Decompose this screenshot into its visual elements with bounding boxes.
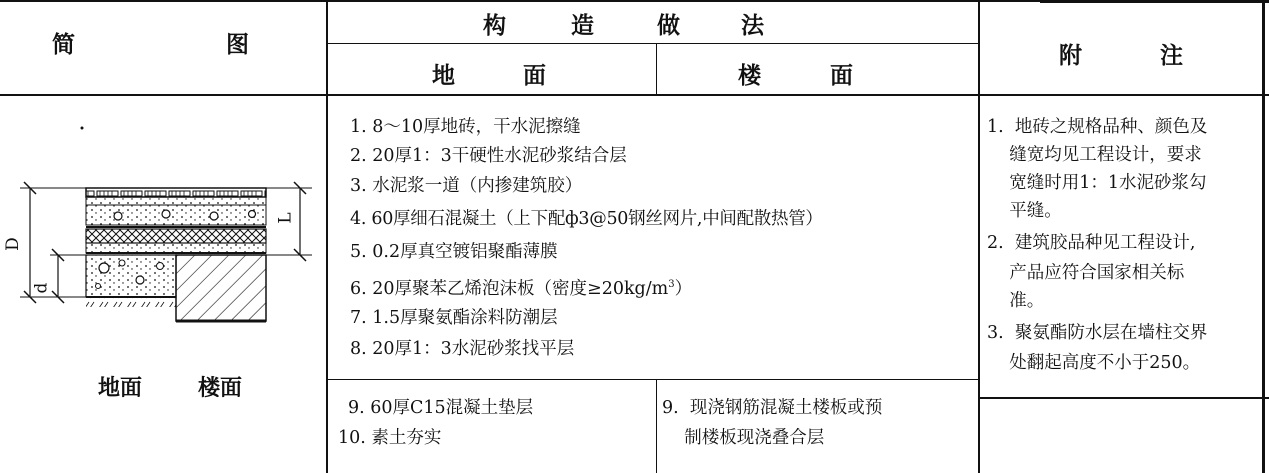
note-line: 宽缝时用1：1水泥砂浆勾 (987, 173, 1207, 193)
diagram-header-char-2: 图 (226, 32, 249, 58)
header-mid-divider (327, 43, 979, 44)
note-line: 处翻起高度不小于250。 (987, 353, 1201, 373)
notes-header-char-2: 注 (1160, 43, 1183, 69)
body-split-line (327, 379, 979, 380)
notes-top-accent (1040, 0, 1269, 3)
note-line: 1. 地砖之规格品种、颜色及 (987, 117, 1208, 137)
dimension-label-d: d (31, 282, 52, 294)
ground-layer-item: 10. 素土夯实 (338, 428, 442, 448)
construction-header-char-4: 法 (741, 13, 764, 39)
notes-panel (983, 116, 1262, 396)
layer-item: 2. 20厚1：3干硬性水泥砂浆结合层 (350, 146, 627, 166)
layer-6-text: 6. 20厚聚苯乙烯泡沫板（密度≥20kg/m (350, 278, 669, 299)
note-line: 3. 聚氨酯防水层在墙柱交界 (987, 323, 1208, 343)
layer-item-6 (350, 274, 692, 300)
layer-item: 8. 20厚1：3水泥砂浆找平层 (350, 339, 575, 359)
col-divider-3 (978, 0, 980, 473)
floor-header-char-1: 楼 (738, 63, 761, 89)
note-line: 缝宽均见工程设计，要求 (987, 145, 1202, 165)
col-divider-header-2 (656, 43, 657, 95)
caption-floor: 楼面 (198, 376, 243, 401)
layer-item: 4. 60厚细石混凝土（上下配ф3@50钢丝网片,中间配散热管） (350, 209, 823, 229)
floor-layer-item: 制楼板现浇叠合层 (662, 428, 825, 448)
notes-header-char-1: 附 (1059, 43, 1082, 69)
layer-item: 3. 水泥浆一道（内掺建筑胶） (350, 176, 583, 196)
dimension-label-D: D (2, 237, 23, 251)
ground-header-char-2: 面 (523, 63, 546, 89)
ground-layer-item: 9. 60厚C15混凝土垫层 (348, 398, 534, 418)
col-divider-1 (326, 0, 328, 473)
diagram-header-char-1: 简 (52, 32, 75, 58)
notes-bottom-line (979, 397, 1269, 399)
layer-6-superscript: 3 (668, 279, 675, 290)
caption-ground: 地面 (98, 376, 143, 401)
floor-header-char-2: 面 (830, 63, 853, 89)
layer-item: 1. 8～10厚地砖，干水泥擦缝 (350, 117, 581, 137)
note-line: 产品应符合国家相关标 (987, 263, 1185, 283)
layer-6-tail: ） (674, 278, 693, 299)
right-edge-line (1262, 0, 1265, 473)
note-line: 平缝。 (987, 201, 1062, 221)
construction-header-char-2: 造 (571, 13, 594, 39)
layer-item: 5. 0.2厚真空镀铝聚酯薄膜 (350, 242, 558, 262)
construction-header-char-1: 构 (483, 13, 506, 39)
layer-item: 7. 1.5厚聚氨酯涂料防潮层 (350, 308, 558, 328)
col-divider-body-2 (656, 380, 657, 473)
construction-header-char-3: 做 (657, 13, 680, 39)
header-bottom-border (0, 94, 1269, 96)
floor-layer-item: 9. 现浇钢筋混凝土楼板或预 (662, 398, 883, 418)
ground-header-char-1: 地 (432, 63, 455, 89)
dimension-label-L: L (275, 212, 296, 224)
section-diagram (0, 110, 326, 360)
note-line: 2. 建筑胶品种见工程设计, (987, 233, 1196, 253)
note-line: 准。 (987, 291, 1045, 311)
